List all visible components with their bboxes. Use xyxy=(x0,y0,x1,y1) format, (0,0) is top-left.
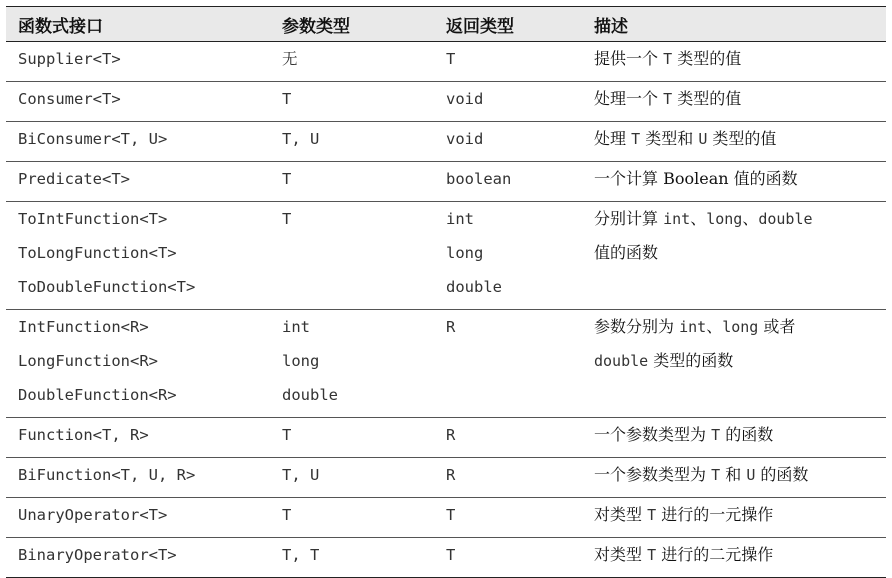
cell-interface xyxy=(6,458,270,498)
cell-param-type xyxy=(270,538,434,578)
cell-interface-line: UnaryOperator<T> xyxy=(18,506,168,524)
table-row xyxy=(6,538,886,578)
cell-return-type xyxy=(434,122,582,162)
table-row xyxy=(6,162,886,202)
cell-interface-line: DoubleFunction<R> xyxy=(18,386,177,404)
cell-param-type xyxy=(270,418,434,458)
cell-return-type-line: T xyxy=(446,50,456,68)
cell-interface xyxy=(6,42,270,82)
cell-interface xyxy=(6,418,270,458)
cell-interface-line: BinaryOperator<T> xyxy=(18,546,177,564)
cell-return-type xyxy=(434,82,582,122)
cell-description-line: 处理 T 类型和 U 类型的值 xyxy=(594,129,777,148)
cell-return-type-line: R xyxy=(446,318,456,336)
cell-return-type xyxy=(434,162,582,202)
table-row xyxy=(6,122,886,162)
cell-interface xyxy=(6,310,270,418)
cell-interface-line: Predicate<T> xyxy=(18,170,130,188)
cell-description-line: 一个参数类型为 T 的函数 xyxy=(594,425,774,444)
cell-interface-line: BiFunction<T, U, R> xyxy=(18,466,196,484)
functional-interfaces-table xyxy=(6,6,886,578)
table-row xyxy=(6,310,886,418)
cell-param-type xyxy=(270,82,434,122)
cell-param-type-line: T xyxy=(282,170,292,188)
cell-param-type-line: T, U xyxy=(282,466,320,484)
cell-return-type-line: void xyxy=(446,130,484,148)
cell-interface-line: IntFunction<R> xyxy=(18,318,149,336)
cell-description-line: 一个参数类型为 T 和 U 的函数 xyxy=(594,465,809,484)
cell-return-type-line: long xyxy=(446,244,484,262)
cell-interface xyxy=(6,498,270,538)
cell-interface xyxy=(6,538,270,578)
cell-param-type-line: long xyxy=(282,352,320,370)
cell-return-type-line: double xyxy=(446,278,502,296)
table-row xyxy=(6,42,886,82)
cell-return-type-line: boolean xyxy=(446,170,512,188)
table-row xyxy=(6,418,886,458)
cell-return-type xyxy=(434,202,582,310)
table-body xyxy=(6,42,886,578)
cell-param-type-line: T xyxy=(282,90,292,108)
cell-interface-line: LongFunction<R> xyxy=(18,352,158,370)
cell-return-type-line: R xyxy=(446,466,456,484)
cell-interface-line: ToDoubleFunction<T> xyxy=(18,278,196,296)
cell-return-type xyxy=(434,418,582,458)
table-row xyxy=(6,202,886,310)
cell-return-type xyxy=(434,458,582,498)
cell-param-type xyxy=(270,202,434,310)
cell-param-type xyxy=(270,122,434,162)
cell-interface-line: ToIntFunction<T> xyxy=(18,210,168,228)
cell-return-type-line: int xyxy=(446,210,474,228)
cell-interface-line: ToLongFunction<T> xyxy=(18,244,177,262)
cell-description-line: 对类型 T 进行的一元操作 xyxy=(594,505,774,524)
cell-param-type-line: double xyxy=(282,386,338,404)
cell-param-type xyxy=(270,42,434,82)
cell-return-type xyxy=(434,42,582,82)
cell-description xyxy=(582,42,886,82)
cell-return-type-line: T xyxy=(446,506,456,524)
cell-description-line: 提供一个 T 类型的值 xyxy=(594,49,742,68)
cell-description-line: 处理一个 T 类型的值 xyxy=(594,89,742,108)
cell-param-type-line: int xyxy=(282,318,310,336)
cell-param-type-line: T xyxy=(282,426,292,444)
cell-interface xyxy=(6,82,270,122)
cell-interface xyxy=(6,202,270,310)
cell-param-type-line: T, U xyxy=(282,130,320,148)
cell-description xyxy=(582,310,886,418)
cell-return-type-line: void xyxy=(446,90,484,108)
cell-description-line: 对类型 T 进行的二元操作 xyxy=(594,545,774,564)
header-interface: 函数式接口 xyxy=(18,16,103,37)
cell-param-type-line: T xyxy=(282,210,292,228)
cell-interface xyxy=(6,122,270,162)
cell-description-line: double 类型的函数 xyxy=(594,351,734,370)
table-header xyxy=(6,7,886,42)
document-page xyxy=(6,6,886,578)
cell-param-type xyxy=(270,162,434,202)
cell-interface-line: Consumer<T> xyxy=(18,90,121,108)
cell-param-type-line: T xyxy=(282,506,292,524)
cell-return-type xyxy=(434,310,582,418)
cell-param-type-line: 无 xyxy=(282,50,298,68)
header-param-type: 参数类型 xyxy=(282,16,350,37)
cell-description xyxy=(582,418,886,458)
cell-description xyxy=(582,82,886,122)
cell-interface xyxy=(6,162,270,202)
cell-interface-line: BiConsumer<T, U> xyxy=(18,130,168,148)
cell-description xyxy=(582,162,886,202)
cell-description-line: 值的函数 xyxy=(594,243,659,262)
cell-interface-line: Function<T, R> xyxy=(18,426,149,444)
cell-param-type-line: T, T xyxy=(282,546,320,564)
cell-description xyxy=(582,498,886,538)
header-return-type: 返回类型 xyxy=(446,16,514,37)
table-row xyxy=(6,82,886,122)
cell-param-type xyxy=(270,498,434,538)
cell-param-type xyxy=(270,458,434,498)
cell-description xyxy=(582,122,886,162)
cell-description-line: 一个计算 Boolean 值的函数 xyxy=(594,169,798,188)
cell-return-type-line: T xyxy=(446,546,456,564)
cell-description-line: 分别计算 int、long、double xyxy=(594,209,813,228)
cell-description xyxy=(582,202,886,310)
cell-interface-line: Supplier<T> xyxy=(18,50,121,68)
cell-return-type-line: R xyxy=(446,426,456,444)
cell-description xyxy=(582,538,886,578)
cell-return-type xyxy=(434,498,582,538)
cell-return-type xyxy=(434,538,582,578)
table-row xyxy=(6,498,886,538)
cell-description xyxy=(582,458,886,498)
header-description: 描述 xyxy=(594,16,628,37)
cell-param-type xyxy=(270,310,434,418)
header-row xyxy=(6,7,886,42)
table-row xyxy=(6,458,886,498)
cell-description-line: 参数分别为 int、long 或者 xyxy=(594,317,796,336)
